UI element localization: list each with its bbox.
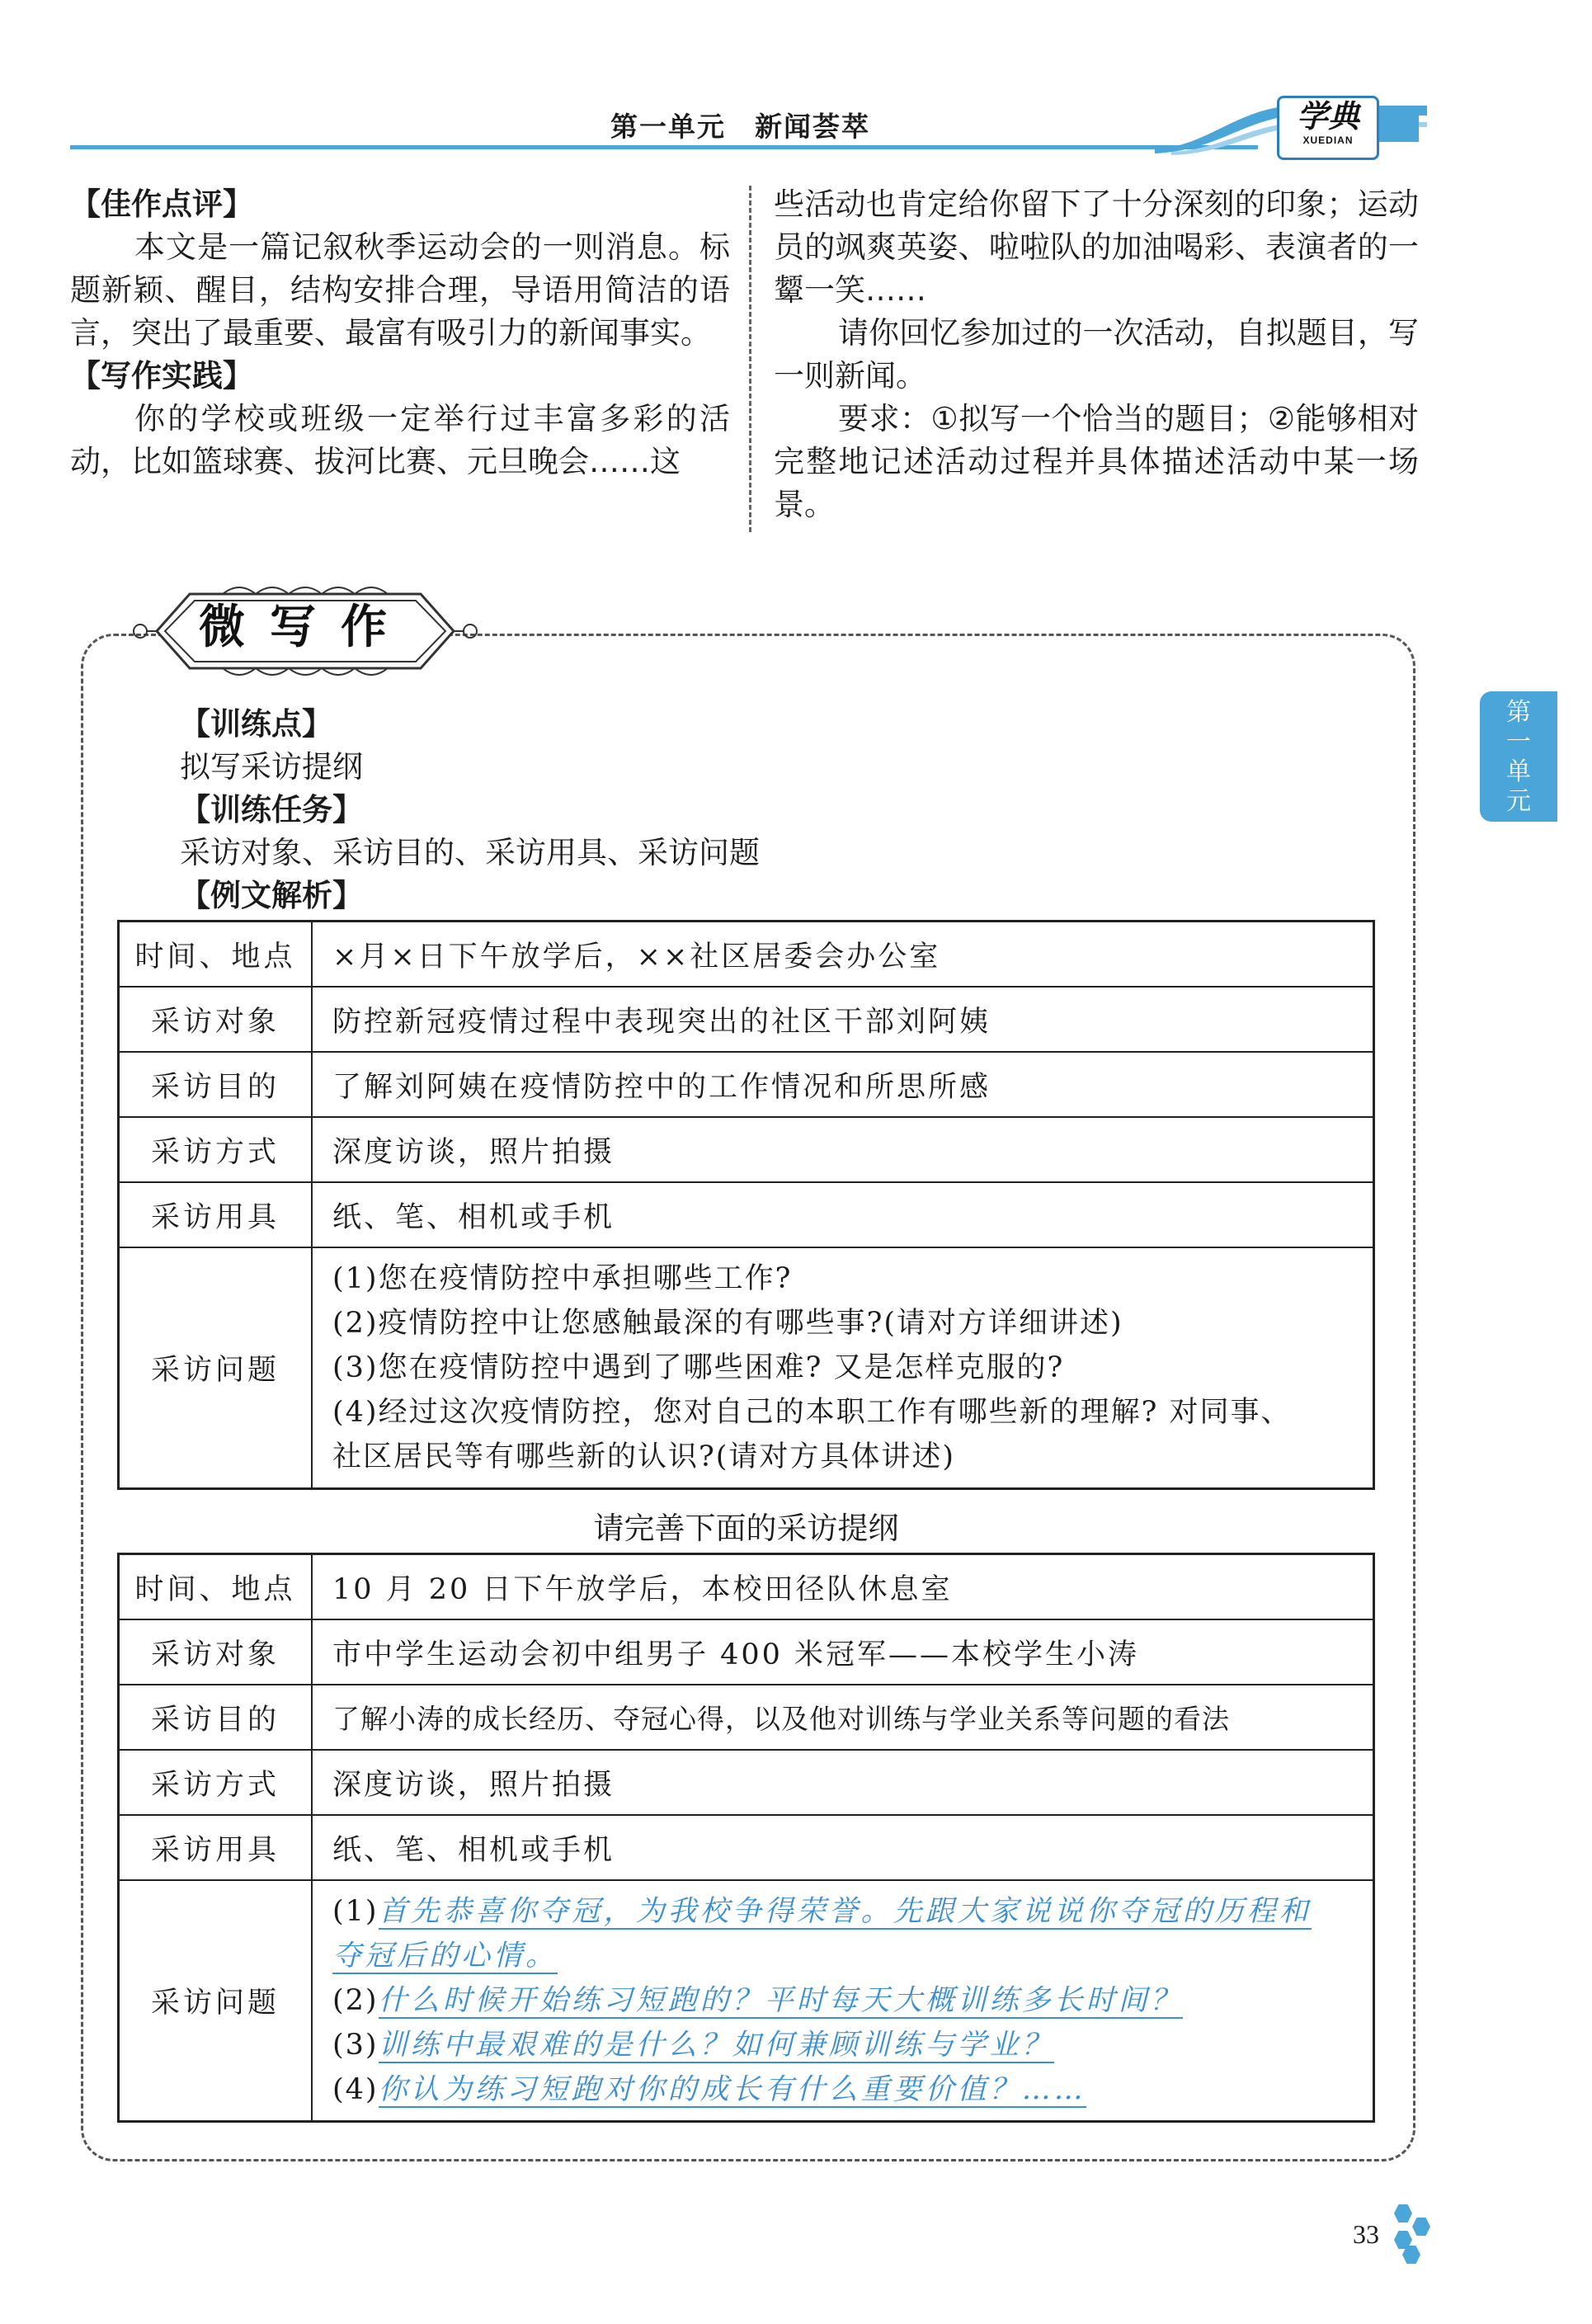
example-heading: 【例文解析】 [180, 878, 363, 913]
row-value: 防控新冠疫情过程中表现突出的社区干部刘阿姨 [312, 987, 1374, 1052]
practice-interview-table [117, 1553, 1375, 2123]
table-row [119, 1182, 1374, 1247]
table-row [119, 1815, 1374, 1880]
questions-cell [312, 1247, 1374, 1489]
question-line: (1)您在疫情防控中承担哪些工作? [332, 1262, 793, 1295]
row-label: 采访目的 [119, 1685, 313, 1750]
right-column [774, 183, 1419, 526]
table-row [119, 1247, 1374, 1489]
row-value: ×月×日下午放学后，××社区居委会办公室 [312, 922, 1374, 988]
table-row [119, 987, 1374, 1052]
left-column [70, 183, 730, 483]
row-label: 采访目的 [119, 1052, 313, 1117]
handwritten-answer: 训练中最艰难的是什么？如何兼顾训练与学业？ [378, 2029, 1054, 2062]
row-label: 时间、地点 [119, 1554, 313, 1620]
question-line: (2)疫情防控中让您感触最深的有哪些事?(请对方详细讲述) [332, 1307, 1123, 1340]
answer-line: (4)你认为练习短跑对你的成长有什么重要价值？…… [332, 2073, 1086, 2106]
table-row [119, 1750, 1374, 1815]
row-value: 了解小涛的成长经历、夺冠心得，以及他对训练与学业关系等问题的看法 [312, 1685, 1374, 1750]
row-label: 采访用具 [119, 1815, 313, 1880]
answer-line: (1)首先恭喜你夺冠，为我校争得荣誉。先跟大家说说你夺冠的历程和 [332, 1895, 1312, 1928]
row-label: 采访问题 [119, 1880, 313, 2122]
requirements-text: 要求：①拟写一个恰当的题目；②能够相对完整地记述活动过程并具体描述活动中某一场景。 [774, 401, 1419, 522]
row-value: 10 月 20 日下午放学后，本校田径队休息室 [312, 1554, 1374, 1620]
training-point-text: 拟写采访提纲 [180, 749, 363, 785]
handwritten-answer: 什么时候开始练习短跑的？平时每天大概训练多长时间？ [378, 1984, 1183, 2017]
training-point-heading: 【训练点】 [180, 706, 332, 742]
question-line: (3)您在疫情防控中遇到了哪些困难? 又是怎样克服的? [332, 1351, 1065, 1384]
answer-line: (3)训练中最艰难的是什么？如何兼顾训练与学业？ [332, 2029, 1054, 2062]
table-row [119, 1554, 1374, 1620]
row-value: 市中学生运动会初中组男子 400 米冠军——本校学生小涛 [312, 1619, 1374, 1685]
handwritten-answer: 你认为练习短跑对你的成长有什么重要价值？…… [378, 2073, 1086, 2106]
answers-cell [312, 1880, 1374, 2122]
table-row [119, 1052, 1374, 1117]
header-bar-accent [1376, 106, 1419, 142]
hex-dot-icon [1412, 2218, 1430, 2236]
row-value: 深度访谈，照片拍摄 [312, 1750, 1374, 1815]
row-value: 深度访谈，照片拍摄 [312, 1117, 1374, 1182]
row-value: 纸、笔、相机或手机 [312, 1815, 1374, 1880]
review-text: 本文是一篇记叙秋季运动会的一则消息。标题新颖、醒目，结构安排合理，导语用简洁的语言，突出了最重要、最富有吸引力的新闻事实。 [70, 229, 730, 351]
table-row [119, 1880, 1374, 2122]
practice-text-continued: 些活动也肯定给你留下了十分深刻的印象；运动员的飒爽英姿、啦啦队的加油喝彩、表演者的一颦一笑…… [774, 186, 1419, 308]
training-task-heading: 【训练任务】 [180, 792, 363, 827]
table-caption: 请完善下面的采访提纲 [593, 1511, 899, 1546]
review-heading: 【佳作点评】 [70, 186, 253, 222]
row-label: 采访用具 [119, 1182, 313, 1247]
practice-heading: 【写作实践】 [70, 358, 253, 394]
row-label: 采访问题 [119, 1247, 313, 1489]
table-row [119, 1117, 1374, 1182]
practice-text: 你的学校或班级一定举行过丰富多彩的活动，比如篮球赛、拔河比赛、元旦晚会……这 [70, 401, 730, 479]
header-rule [70, 145, 1258, 149]
training-task-text: 采访对象、采访目的、采访用具、采访问题 [180, 835, 760, 870]
training-info [180, 703, 1376, 917]
row-value: 了解刘阿姨在疫情防控中的工作情况和所思所感 [312, 1052, 1374, 1117]
question-line: 社区居民等有哪些新的认识?(请对方具体讲述) [332, 1440, 956, 1473]
question-line: (4)经过这次疫情防控，您对自己的本职工作有哪些新的理解? 对同事、 [332, 1396, 1292, 1429]
column-divider [749, 186, 751, 532]
micro-writing-title: 微写作 [199, 600, 412, 654]
handwritten-answer: 夺冠后的心情。 [332, 1940, 558, 1973]
table-row [119, 922, 1374, 988]
xuedian-logo: 学典 XUEDIAN [1277, 96, 1379, 160]
example-interview-table [117, 920, 1375, 1490]
assignment-text: 请你回忆参加过的一次活动，自拟题目，写一则新闻。 [774, 315, 1419, 394]
answer-line [332, 1934, 1373, 1978]
row-label: 采访方式 [119, 1750, 313, 1815]
table-row [119, 1619, 1374, 1685]
handwritten-answer: 首先恭喜你夺冠，为我校争得荣誉。先跟大家说说你夺冠的历程和 [378, 1895, 1312, 1928]
row-label: 采访方式 [119, 1117, 313, 1182]
hex-dot-icon [1394, 2204, 1412, 2223]
page-header [0, 0, 1592, 165]
unit-title: 第一单元 新闻荟萃 [610, 111, 870, 143]
row-value: 纸、笔、相机或手机 [312, 1182, 1374, 1247]
unit-side-tab[interactable]: 第 一 单 元 [1480, 691, 1557, 822]
row-label: 采访对象 [119, 1619, 313, 1685]
answer-line: (2)什么时候开始练习短跑的？平时每天大概训练多长时间？ [332, 1984, 1183, 2017]
page-number: 33 [1353, 2219, 1379, 2249]
table-row [119, 1685, 1374, 1750]
row-label: 时间、地点 [119, 922, 313, 988]
row-label: 采访对象 [119, 987, 313, 1052]
